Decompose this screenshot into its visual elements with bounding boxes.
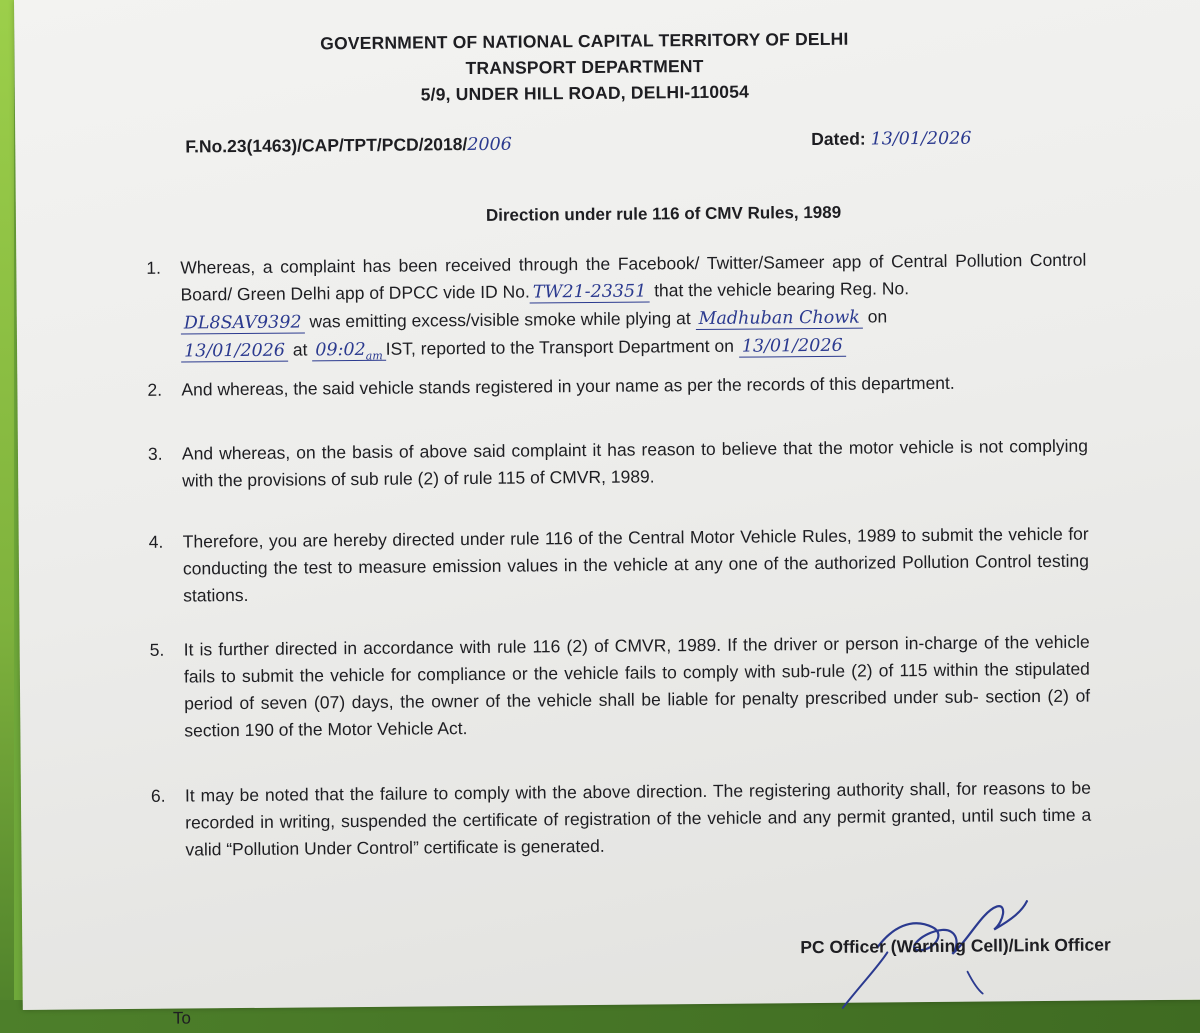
paragraph-text: It may be noted that the failure to comply with the above direction. The registering authority shall, for reasons to be recorded in writing, suspended the certificate of registration of the vehicle and any permit granted, until such time a valid “Pollution Under Control” certificate is generated.: [184, 777, 1092, 860]
paragraph-number: 3.: [147, 443, 163, 464]
dated-line: [811, 128, 971, 150]
header-department: TRANSPORT DEPARTMENT: [465, 55, 704, 79]
location-handwritten: Madhuban Chowk: [695, 308, 863, 330]
reported-date-handwritten: 13/01/2026: [739, 336, 846, 358]
header-address: 5/9, UNDER HILL ROAD, DELHI-110054: [420, 81, 750, 105]
subject-line: Direction under rule 116 of CMV Rules, 1989: [485, 202, 842, 225]
paragraph-6: [151, 775, 1092, 864]
paragraph-number: 5.: [149, 639, 165, 660]
text-segment: at: [287, 339, 313, 360]
paragraph-number: 4.: [148, 531, 164, 552]
paragraph-number: 6.: [150, 785, 166, 806]
notice-document: [14, 0, 1200, 1028]
paragraph-text: It is further directed in accordance with rule 116 (2) of CMVR, 1989. If the driver or person in-charge of the vehicle fails to submit the vehicle for compliance or the vehicle fails to comply with sub-rule (2) of 115 within the stipulated period of seven (07) days, the owner of the vehicle shall be liable for penalty prescribed under sub- section (2) of section 190 of the Motor Vehicle Act.: [183, 631, 1091, 741]
date-handwritten: 13/01/2026: [181, 341, 288, 363]
text-segment: Whereas, a complaint has been received through the Facebook/ Twitter/Sameer app of Central Pollution Control Board/ Green Delhi app of DPCC vide ID No.: [180, 249, 1087, 305]
file-number: [185, 134, 512, 158]
dated-handwritten: 13/01/2026: [870, 128, 972, 150]
complaint-id-handwritten: TW21-23351: [530, 281, 650, 303]
file-number-prefix: F.No.23(1463)/CAP/TPT/PCD/2018/: [185, 134, 468, 157]
paragraph-5: [150, 629, 1091, 745]
background-left-edge: [0, 0, 14, 1033]
paragraph-text: [180, 247, 1087, 371]
paragraph-2: [147, 369, 1087, 404]
dated-label: Dated:: [811, 128, 866, 150]
paragraph-1: [146, 247, 1087, 372]
file-number-handwritten: 2006: [467, 134, 512, 156]
paragraph-number: 2.: [147, 379, 163, 400]
time-handwritten: [312, 340, 386, 362]
paragraph-3: [148, 433, 1088, 495]
text-segment: that the vehicle bearing Reg. No.: [649, 278, 910, 301]
time-suffix: am: [365, 349, 383, 363]
reg-no-handwritten: DL8SAV9392: [181, 312, 305, 334]
time-value: 09:02: [315, 339, 366, 361]
paragraph-text: Therefore, you are hereby directed under rule 116 of the Central Motor Vehicle Rules, 1989 to submit the vehicle for conducting the test to measure emission values in the vehicle at any one of the authorized Pollution Control testing stations.: [182, 523, 1090, 606]
text-segment: was emitting excess/visible smoke while plying at: [304, 308, 696, 332]
paragraph-text: And whereas, the said vehicle stands registered in your name as per the records of this department.: [181, 372, 955, 400]
paragraph-text: And whereas, on the basis of above said complaint it has reason to believe that the motor vehicle is not complying with the provisions of sub rule (2) of rule 115 of CMVR, 1989.: [181, 435, 1089, 491]
header-government: GOVERNMENT OF NATIONAL CAPITAL TERRITORY OF DELHI: [320, 28, 849, 54]
to-label: To: [172, 1008, 191, 1028]
signatory-title: PC Officer (Warning Cell)/Link Officer: [800, 934, 1111, 958]
text-segment: on: [862, 306, 888, 327]
paragraph-4: [149, 521, 1090, 610]
text-segment: IST, reported to the Transport Department on: [385, 335, 739, 359]
paragraph-number: 1.: [146, 257, 162, 278]
